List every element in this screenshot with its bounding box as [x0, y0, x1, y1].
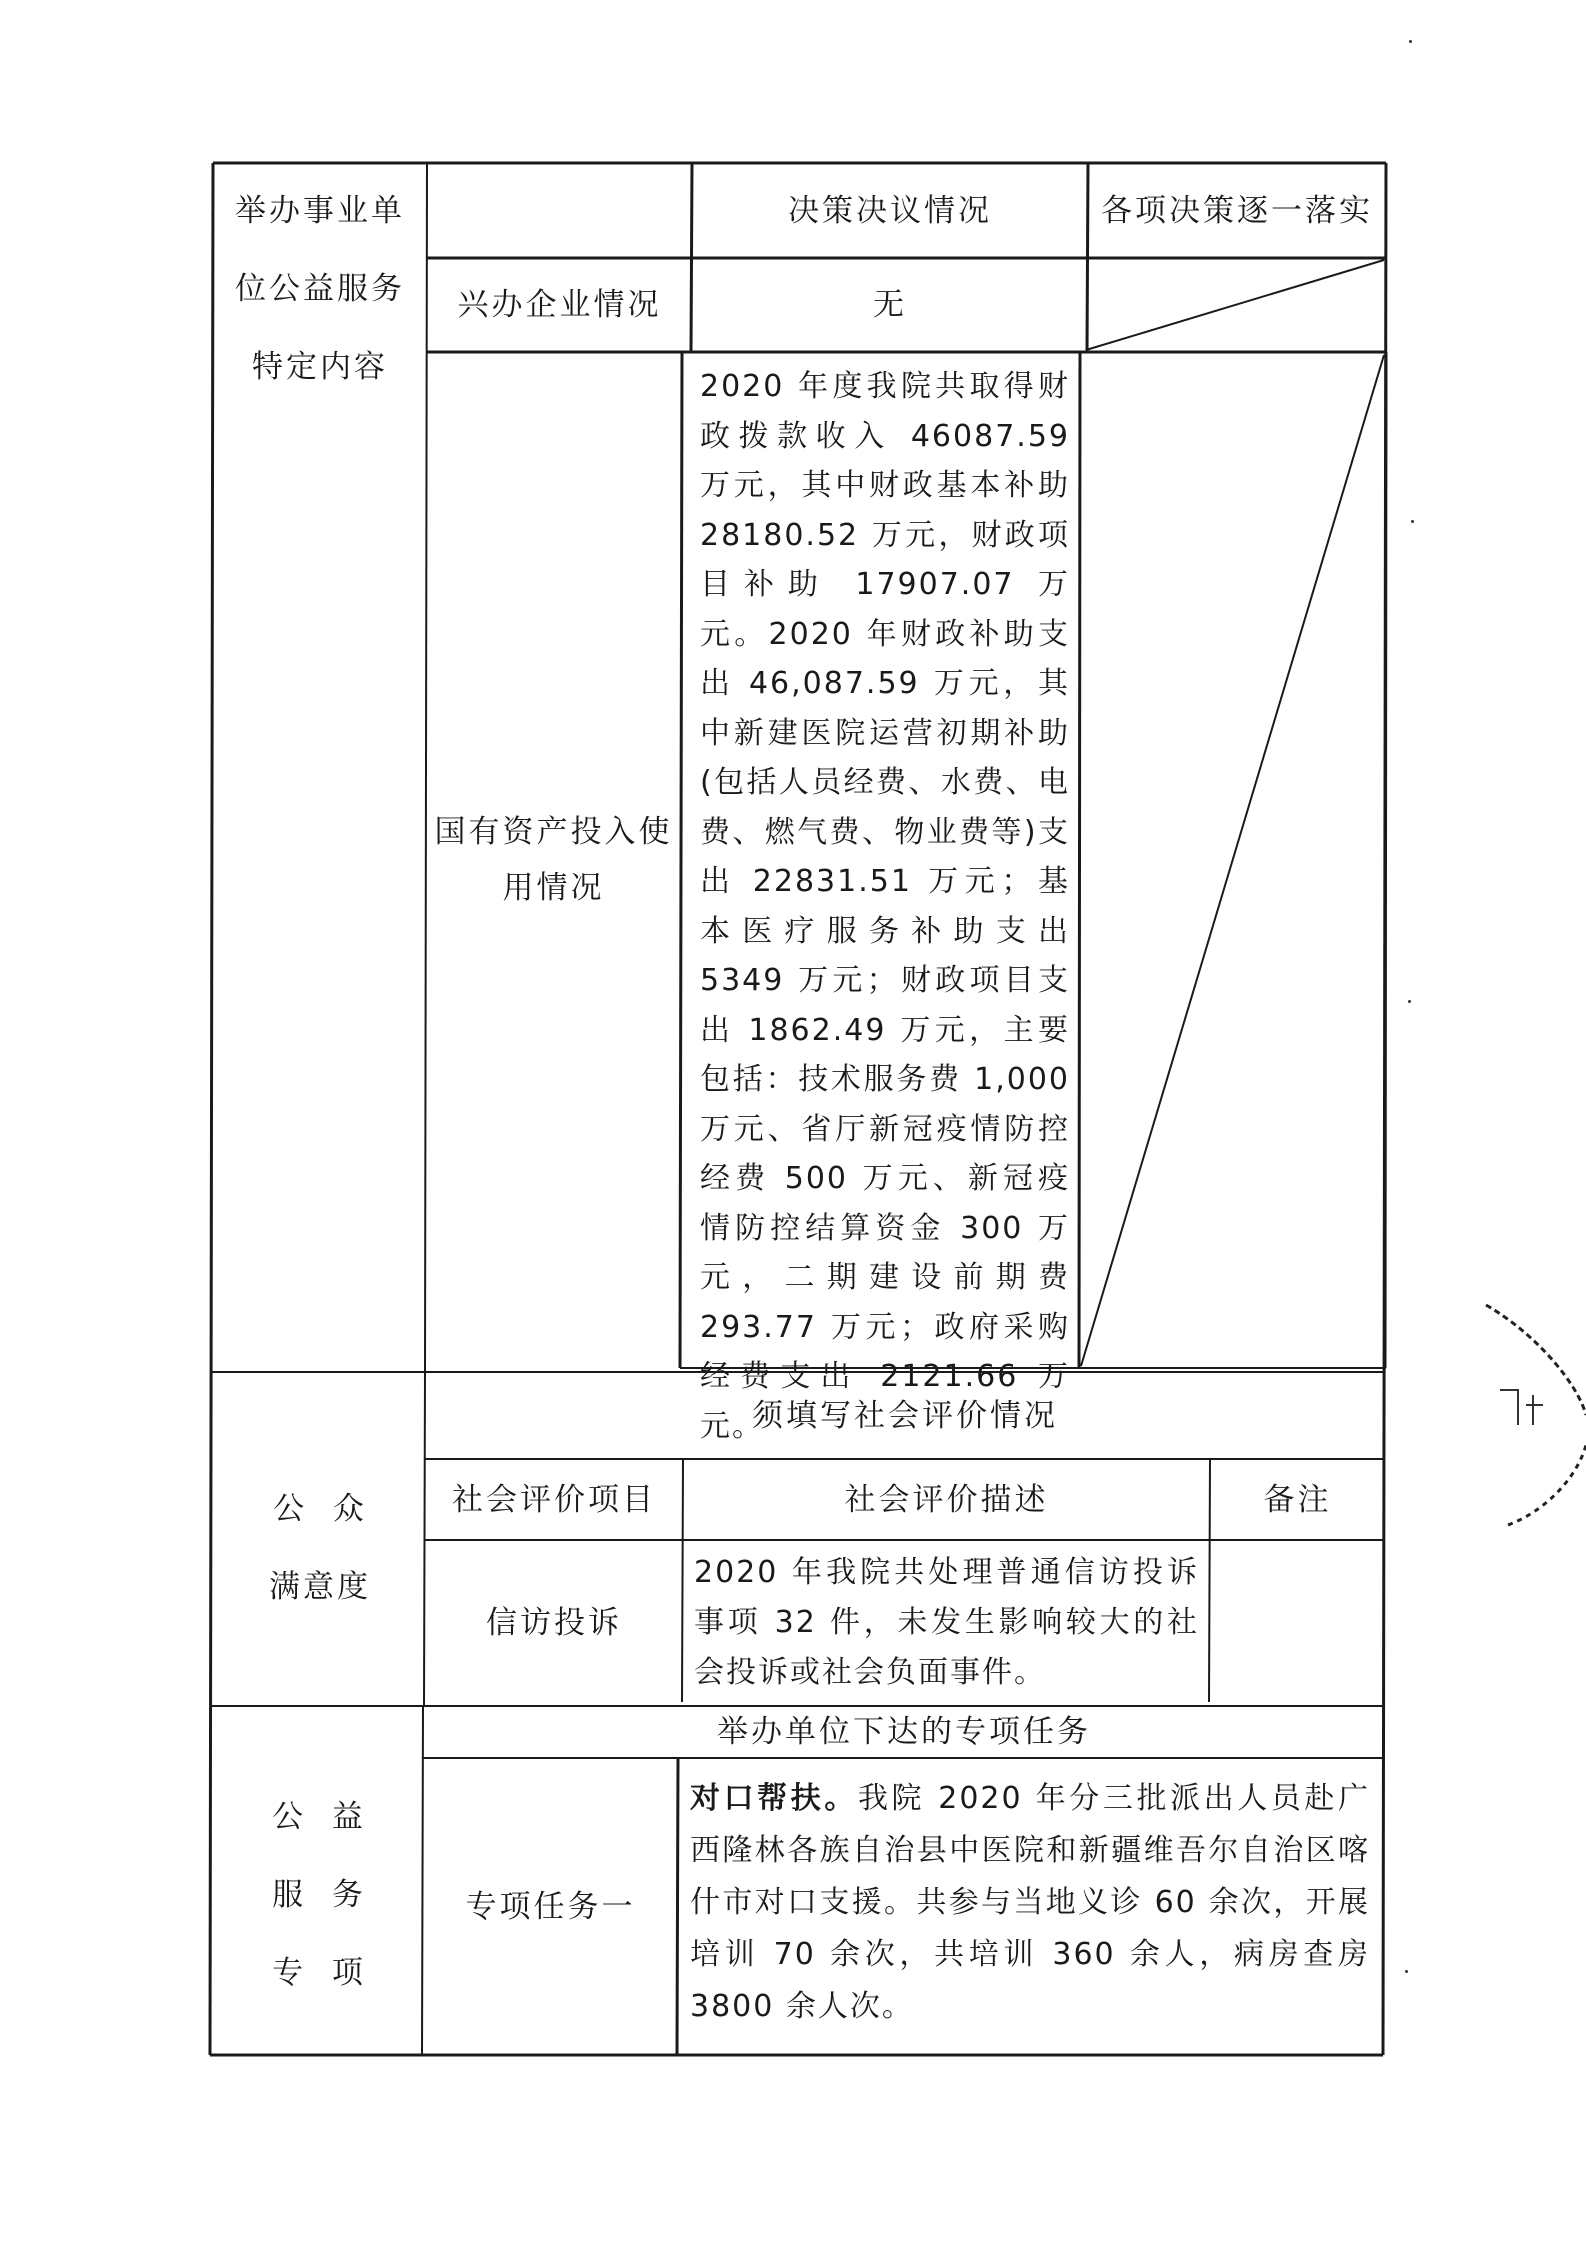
col-eval-desc: 社会评价描述 [844, 1481, 1049, 1518]
task-one-title: 对口帮扶。 [690, 1781, 858, 1816]
task-one-label: 专项任务一 [465, 1888, 636, 1925]
section2-label [215, 1470, 425, 1626]
social-eval-header: 须填写社会评价情况 [752, 1397, 1058, 1434]
eval-item-complaints: 信访投诉 [486, 1605, 622, 1641]
section2-label-line: 满意度 [269, 1569, 371, 1605]
decision-header: 决策决议情况 [788, 192, 992, 229]
asset-label-line: 用情况 [502, 870, 605, 906]
section3-label-line: 公 益 [272, 1799, 366, 1835]
section3-label [215, 1778, 423, 2012]
scan-speck [1409, 40, 1412, 43]
scan-speck [1405, 1970, 1408, 1973]
col-eval-item: 社会评价项目 [452, 1481, 656, 1518]
section1-label-line: 特定内容 [252, 349, 388, 385]
section3-label-line: 服 务 [272, 1877, 366, 1913]
col-note: 备注 [1263, 1481, 1332, 1518]
enterprise-value: 无 [873, 287, 907, 323]
asset-label-line: 国有资产投入使 [434, 814, 673, 850]
special-task-header: 举办单位下达的专项任务 [717, 1714, 1091, 1750]
eval-note-complaints [1210, 1540, 1385, 1706]
section1-label-line: 位公益服务 [235, 271, 405, 307]
section3-label-line: 专 项 [272, 1955, 366, 1991]
section1-label [215, 172, 425, 406]
section1-label-line: 举办事业单 [235, 193, 405, 229]
asset-usage-text: 2020 年度我院共取得财政拨款收入 46087.59 万元，其中财政基本补助 28180.52 万元，财政项目补助 17907.07 万元。2020 年财政补助支出 46,087.59 万元，其中新建医院运营初期补助(包括人员经费、水费、电费、燃气费、物业费等)支出 22831.51 万元；基本医疗服务补助支出 5349 万元；财政项目支出 1862.49 万元，主要包括：技术服务费 1,000 万元、省厅新冠疫情防控经费 500 万元、新冠疫情防控结算资金 300 万元，二期建设前期费 293.77 万元；政府采购经费支出 2121.66 万元。 [700, 369, 1070, 1444]
scan-speck [1408, 1000, 1411, 1003]
enterprise-label: 兴办企业情况 [457, 287, 662, 323]
section2-label-line: 公 众 [273, 1491, 367, 1527]
asset-label [427, 352, 680, 1368]
scan-speck [1411, 520, 1414, 523]
task-one-text: 我院 2020 年分三批派出人员赴广西隆林各族自治县中医院和新疆维吾尔自治区喀什市对口支援。共参与当地义诊 60 余次，开展培训 70 余次，共培训 360 余人，病房查房 3800 余人次。 [690, 1781, 1371, 2024]
eval-desc-complaints: 2020 年我院共处理普通信访投诉事项 32 件，未发生影响较大的社会投诉或社会负面事件。 [694, 1555, 1199, 1690]
task-one-description [690, 1773, 1370, 2033]
decision-value: 各项决策逐一落实 [1101, 192, 1373, 229]
seal-fragment [1478, 1295, 1586, 1535]
